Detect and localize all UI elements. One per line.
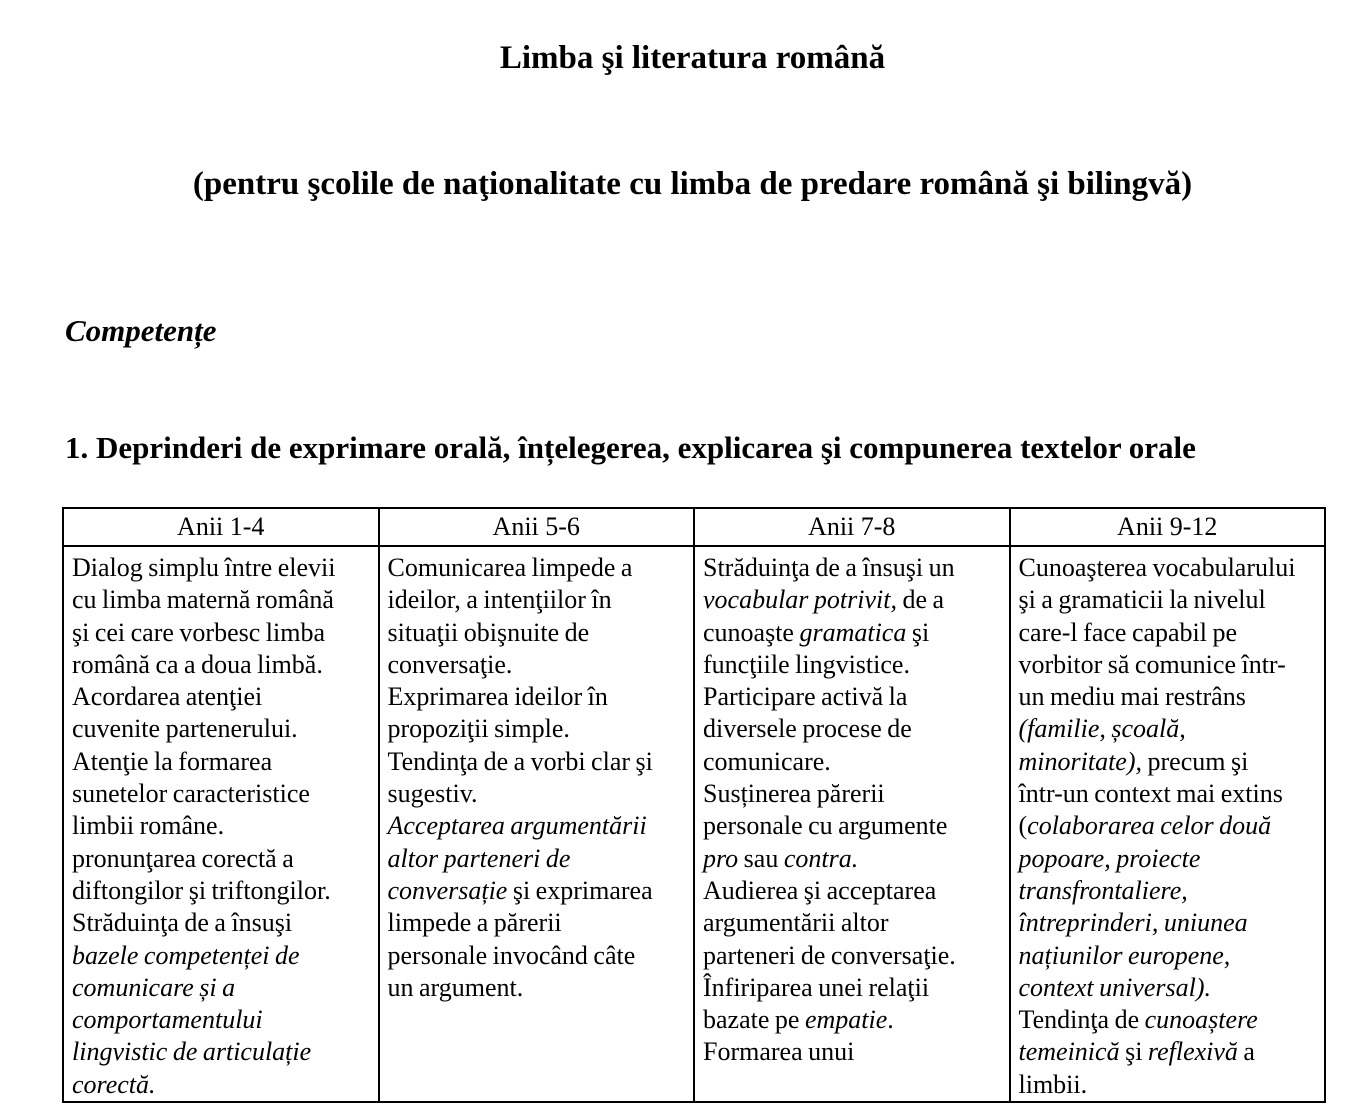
text-segment: propoziţii simple.	[387, 714, 570, 744]
text-segment: cu limba maternă română	[72, 585, 334, 615]
italic-text: minoritate),	[1018, 746, 1142, 776]
cell-text-line	[72, 940, 372, 972]
cell-text-line	[703, 681, 1003, 713]
cell-text-line	[1019, 617, 1319, 649]
cell-text-line	[388, 649, 688, 681]
table-row	[63, 546, 1325, 1102]
cell-text-line	[703, 778, 1003, 810]
cell-text-line	[72, 617, 372, 649]
cell-anii-5-6	[379, 546, 695, 1102]
cell-text-line	[72, 907, 372, 939]
italic-text: (familie, școală,	[1018, 714, 1186, 744]
italic-text: gramatica	[799, 617, 907, 647]
italic-text: popoare, proiecte	[1018, 843, 1201, 873]
cell-text-line	[72, 778, 372, 810]
cell-text-line	[1019, 940, 1319, 972]
text-segment: Tendinţa de	[1018, 1005, 1145, 1035]
italic-text: conversație	[387, 875, 508, 905]
text-segment: într-un context mai extins	[1018, 779, 1283, 809]
cell-text-line	[1019, 810, 1319, 842]
text-segment: Exprimarea ideilor în	[387, 682, 608, 712]
text-segment: a	[1237, 1037, 1255, 1067]
cell-text-line	[703, 1036, 1003, 1068]
text-segment: diftongilor şi triftongilor.	[72, 875, 331, 905]
italic-text: comunicare și a	[72, 972, 236, 1002]
cell-text-line	[1019, 584, 1319, 616]
cell-text-line	[703, 617, 1003, 649]
text-segment: Participare activă la	[703, 682, 908, 712]
italic-text: bazele competenței de	[72, 940, 300, 970]
cell-text-line	[703, 713, 1003, 745]
text-segment: şi exprimarea	[507, 875, 653, 905]
column-header-anii-5-6: Anii 5-6	[379, 508, 695, 546]
italic-text: colaborarea celor două	[1027, 811, 1272, 841]
text-segment: precum şi	[1142, 746, 1249, 776]
italic-text: comportamentului	[72, 1005, 263, 1035]
cell-text-line	[72, 713, 372, 745]
cell-text-line	[1019, 907, 1319, 939]
text-segment: .	[887, 1005, 894, 1035]
cell-text-line	[703, 972, 1003, 1004]
document-subtitle: (pentru şcolile de naţionalitate cu limba de predare română şi bilingvă)	[192, 166, 1193, 202]
column-header-anii-7-8: Anii 7-8	[694, 508, 1010, 546]
text-segment: care-l face capabil pe	[1018, 617, 1238, 647]
italic-text: empatie	[804, 1005, 888, 1035]
text-segment: şi	[906, 617, 930, 647]
text-segment: Formarea unui	[703, 1037, 855, 1067]
italic-text: cunoaștere	[1144, 1005, 1258, 1035]
text-segment: sunetelor caracteristice	[72, 779, 310, 809]
italic-text: contra.	[783, 843, 859, 873]
text-segment: funcţiile lingvistice.	[703, 649, 910, 679]
text-segment: argumentării altor	[703, 908, 889, 938]
text-segment: diversele procese de	[703, 714, 912, 744]
text-segment: şi cei care vorbesc limba	[72, 617, 325, 647]
text-segment: Dialog simplu între elevii	[72, 553, 336, 582]
cell-text-line	[703, 649, 1003, 681]
cell-text-line	[72, 584, 372, 616]
text-segment: (	[1018, 811, 1028, 841]
italic-text: Acceptarea argumentării	[387, 811, 647, 841]
cell-text-line	[72, 746, 372, 778]
cell-anii-1-4	[63, 546, 379, 1102]
cell-text-line	[703, 940, 1003, 972]
italic-text: pro	[703, 843, 739, 873]
text-segment: română ca a doua limbă.	[72, 649, 323, 679]
cell-text-line	[72, 810, 372, 842]
cell-text-line	[72, 843, 372, 875]
cell-text-line	[703, 843, 1003, 875]
text-segment: Cunoaşterea vocabularului	[1018, 553, 1296, 582]
column-header-anii-1-4: Anii 1-4	[63, 508, 379, 546]
text-segment: personale invocând câte	[387, 940, 636, 970]
text-segment: vorbitor să comunice într-	[1018, 649, 1286, 679]
text-segment: conversaţie.	[387, 649, 513, 679]
italic-text: transfrontaliere,	[1018, 875, 1188, 905]
text-segment: şi a gramaticii la nivelul	[1018, 585, 1266, 615]
text-segment: Străduinţa de a însuşi	[72, 908, 293, 938]
cell-text-line	[703, 810, 1003, 842]
cell-text-line	[388, 584, 688, 616]
text-segment: limbii române.	[72, 811, 225, 841]
italic-text: altor parteneri de	[387, 843, 571, 873]
text-segment: un mediu mai restrâns	[1018, 682, 1246, 712]
italic-text: temeinică	[1018, 1037, 1120, 1067]
text-segment: cuvenite partenerului.	[72, 714, 298, 744]
cell-text-line	[388, 907, 688, 939]
text-segment: limbii.	[1018, 1069, 1088, 1099]
cell-text-line	[72, 1069, 372, 1101]
cell-text-line	[388, 972, 688, 1004]
cell-text-line	[388, 843, 688, 875]
cell-text-line	[388, 681, 688, 713]
cell-text-line	[703, 907, 1003, 939]
text-segment: situaţii obişnuite de	[387, 617, 590, 647]
text-segment: cunoaşte	[703, 617, 800, 647]
cell-text-line	[72, 552, 372, 584]
cell-text-line	[703, 584, 1003, 616]
cell-text-line	[72, 1004, 372, 1036]
cell-text-line	[388, 875, 688, 907]
text-segment: sau	[738, 843, 784, 873]
cell-text-line	[703, 552, 1003, 584]
italic-text: reflexivă	[1147, 1037, 1238, 1067]
text-segment: un argument.	[387, 972, 524, 1002]
cell-text-line	[72, 681, 372, 713]
competences-heading: Competențe	[65, 313, 217, 348]
competences-table	[62, 507, 1326, 1103]
cell-text-line	[703, 1004, 1003, 1036]
cell-text-line	[1019, 1004, 1319, 1036]
text-segment: limpede a părerii	[387, 908, 562, 938]
italic-text: lingvistic de articulație	[72, 1037, 312, 1067]
table-header-row	[63, 508, 1325, 546]
cell-text-line	[703, 746, 1003, 778]
cell-text-line	[388, 746, 688, 778]
text-segment: Străduinţa de a însuşi un	[703, 553, 955, 582]
text-segment: comunicare.	[703, 746, 831, 776]
cell-anii-9-12	[1010, 546, 1326, 1102]
cell-text-line	[1019, 649, 1319, 681]
text-segment: Înfiriparea unei relaţii	[703, 972, 930, 1002]
cell-text-line	[1019, 1036, 1319, 1068]
cell-text-line	[1019, 875, 1319, 907]
cell-text-line	[72, 875, 372, 907]
cell-text-line	[72, 1036, 372, 1068]
cell-text-line	[388, 810, 688, 842]
text-segment: ideilor, a intenţiilor în	[387, 585, 612, 615]
section-1-heading: 1. Deprinderi de exprimare orală, înțelegerea, explicarea şi compunerea textelor orale	[65, 430, 1196, 465]
cell-text-line	[1019, 843, 1319, 875]
cell-text-line	[1019, 713, 1319, 745]
text-segment: Acordarea atenţiei	[72, 682, 263, 712]
cell-text-line	[1019, 552, 1319, 584]
italic-text: națiunilor europene,	[1018, 940, 1231, 970]
text-segment: bazate pe	[703, 1005, 805, 1035]
italic-text: corectă.	[72, 1069, 156, 1099]
text-segment: personale cu argumente	[703, 811, 948, 841]
cell-text-line	[388, 617, 688, 649]
cell-text-line	[1019, 972, 1319, 1004]
italic-text: vocabular potrivit,	[703, 585, 897, 615]
text-segment: Susținerea părerii	[703, 779, 885, 809]
cell-text-line	[388, 940, 688, 972]
text-segment: pronunţarea corectă a	[72, 843, 294, 873]
cell-text-line	[72, 649, 372, 681]
text-segment: parteneri de conversaţie.	[703, 940, 956, 970]
cell-text-line	[1019, 681, 1319, 713]
text-segment: şi	[1119, 1037, 1148, 1067]
italic-text: întreprinderi, uniunea	[1018, 908, 1248, 938]
cell-text-line	[388, 552, 688, 584]
cell-text-line	[388, 778, 688, 810]
text-segment: Atenţie la formarea	[72, 746, 273, 776]
text-segment: Comunicarea limpede a	[387, 553, 633, 582]
cell-text-line	[72, 972, 372, 1004]
cell-text-line	[388, 713, 688, 745]
text-segment: Tendinţa de a vorbi clar şi	[387, 746, 653, 776]
cell-text-line	[1019, 778, 1319, 810]
cell-text-line	[1019, 746, 1319, 778]
text-segment: sugestiv.	[387, 779, 478, 809]
cell-anii-7-8	[694, 546, 1010, 1102]
column-header-anii-9-12: Anii 9-12	[1010, 508, 1326, 546]
document-title: Limba şi literatura română	[499, 40, 886, 76]
text-segment: de a	[896, 585, 945, 615]
text-segment: Audierea şi acceptarea	[703, 875, 937, 905]
italic-text: context universal).	[1018, 972, 1211, 1002]
cell-text-line	[1019, 1069, 1319, 1101]
cell-text-line	[703, 875, 1003, 907]
